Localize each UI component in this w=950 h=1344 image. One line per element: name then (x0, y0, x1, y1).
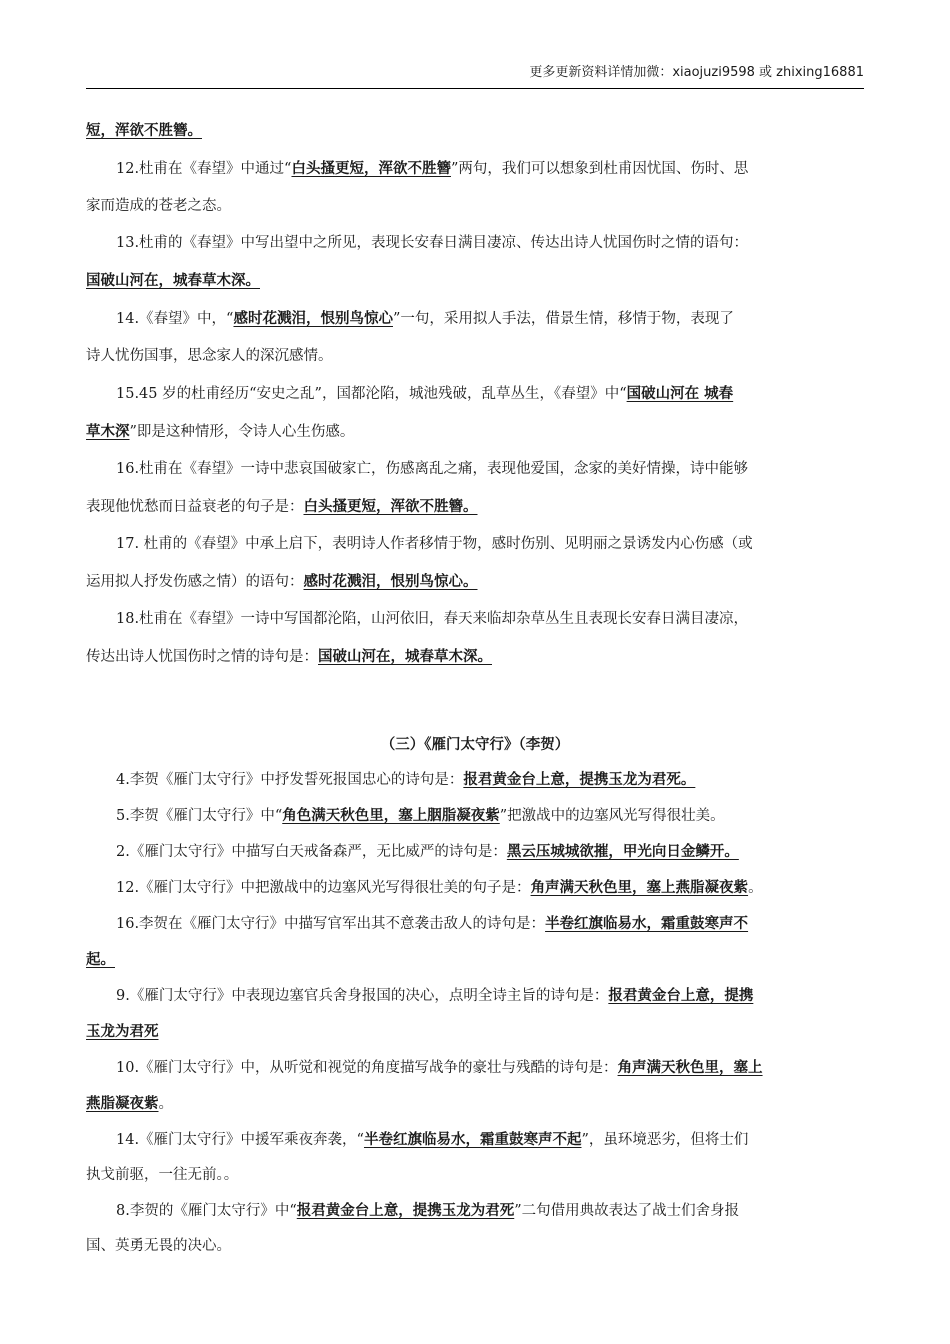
answer-text: 短，浑欲不胜簪。 (86, 122, 202, 139)
answer-text: 角色满天秋色里，塞上胭脂凝夜紫 (282, 807, 500, 824)
answer-text: 报君黄金台上意，提携玉龙为君死。 (463, 771, 696, 788)
question-5: 5.李贺《雁门太守行》中“角色满天秋色里，塞上胭脂凝夜紫”把激战中的边塞风光写得很壮美。 (116, 807, 725, 824)
text-line: 国、英勇无畏的决心。 (86, 1238, 231, 1254)
text-line (86, 942, 864, 978)
text-line: 运用拟人抒发伤感之情）的语句：感时花溅泪，恨别鸟惊心。 (86, 573, 478, 590)
question-13: 13.杜甫的《春望》中写出望中之所见，表现长安春日满目凄凉、传达出诗人忧国伤时之情的语句： (116, 235, 749, 251)
question-16b: 16.李贺在《雁门太守行》中描写官军出其不意袭击敌人的诗句是：半卷红旗临易水，霜重鼓寒声不 (116, 915, 749, 932)
question-18: 18.杜甫在《春望》一诗中写国都沦陷，山河依旧，春天来临却杂草丛生且表现长安春日满目凄凉， (116, 611, 749, 627)
answer-text: 国破山河在，城春草木深。 (86, 272, 260, 289)
answer-text: 角声满天秋色里，塞上 (617, 1059, 763, 1076)
question-4: 4.李贺《雁门太守行》中抒发誓死报国忠心的诗句是：报君黄金台上意，提携玉龙为君死。 (116, 771, 696, 788)
question-12: 12.杜甫在《春望》中通过“白头搔更短，浑欲不胜簪”两句，我们可以想象到杜甫因忧国、伤时、思 (116, 160, 749, 177)
text-line: 传达出诗人忧国伤时之情的诗句是：国破山河在，城春草木深。 (86, 648, 492, 665)
document-body (86, 112, 864, 1264)
question-10: 10.《雁门太守行》中，从听觉和视觉的角度描写战争的豪壮与残酷的诗句是：角声满天秋色里，塞上 (116, 1059, 763, 1076)
header-text: 更多更新资料详情加微：xiaojuzi9598 或 zhixing16881 (529, 65, 864, 80)
answer-text: 半卷红旗临易水，霜重鼓寒声不起 (363, 1131, 582, 1148)
answer-text: 角声满天秋色里，塞上燕脂凝夜紫 (530, 879, 749, 896)
text-line (86, 262, 864, 300)
question-14b: 14.《雁门太守行》中援军乘夜奔袭，“半卷红旗临易水，霜重鼓寒声不起”，虽环境恶劣，但将士们 (116, 1131, 749, 1148)
answer-text: 燕脂凝夜紫 (86, 1095, 159, 1112)
answer-text: 国破山河在，城春草木深。 (318, 648, 492, 665)
text-line: 草木深”即是这种情形，令诗人心生伤感。 (86, 423, 355, 440)
answer-text: 感时花溅泪，恨别鸟惊心。 (303, 573, 478, 590)
section-yanmen (86, 727, 864, 1264)
question-2: 2.《雁门太守行》中描写白天戒备森严，无比威严的诗句是：黑云压城城欲摧，甲光向日金鳞开。 (116, 843, 739, 860)
answer-text: 报君黄金台上意，提携玉龙为君死 (296, 1202, 515, 1219)
answer-text: 感时花溅泪，恨别鸟惊心 (233, 310, 393, 327)
answer-text: 半卷红旗临易水，霜重鼓寒声不 (545, 915, 749, 932)
question-17: 17. 杜甫的《春望》中承上启下，表明诗人作者移情于物，感时伤别、见明丽之景诱发内心伤感（或 (116, 536, 753, 552)
text-line (86, 112, 864, 150)
answer-text: 起。 (86, 951, 115, 968)
text-line: 燕脂凝夜紫。 (86, 1095, 173, 1112)
text-line: 家而造成的苍老之态。 (86, 198, 231, 214)
question-15: 15.45 岁的杜甫经历“安史之乱”，国都沦陷，城池残破，乱草丛生，《春望》中“国破山河在 城春 (116, 385, 734, 402)
question-12b: 12.《雁门太守行》中把激战中的边塞风光写得很壮美的句子是：角声满天秋色里，塞上燕脂凝夜紫。 (116, 879, 763, 896)
question-14: 14.《春望》中，“感时花溅泪，恨别鸟惊心”一句，采用拟人手法，借景生情，移情于物，表现了 (116, 310, 734, 327)
question-8: 8.李贺的《雁门太守行》中“报君黄金台上意，提携玉龙为君死”二句借用典故表达了战士们舍身报 (116, 1202, 740, 1219)
answer-text: 国破山河在 城春 (626, 385, 734, 402)
text-line: 执戈前驱，一往无前。。 (86, 1167, 239, 1183)
question-16: 16.杜甫在《春望》一诗中悲哀国破家亡，伤感离乱之痛，表现他爱国，念家的美好情操，诗中能够 (116, 461, 749, 477)
question-9: 9.《雁门太守行》中表现边塞官兵舍身报国的决心，点明全诗主旨的诗句是：报君黄金台上意，提携 (116, 987, 754, 1004)
answer-text: 黑云压城城欲摧，甲光向日金鳞开。 (506, 843, 739, 860)
text-line: 表现他忧愁而日益衰老的句子是：白头搔更短，浑欲不胜簪。 (86, 498, 478, 515)
text-line (86, 1014, 864, 1050)
text-line: 诗人忧伤国事，思念家人的深沉感情。 (86, 348, 333, 364)
answer-text: 白头搔更短，浑欲不胜簪。 (303, 498, 478, 515)
section-chunwang (86, 112, 864, 676)
answer-text: 白头搔更短，浑欲不胜簪 (291, 160, 451, 177)
answer-text: 玉龙为君死 (86, 1023, 159, 1040)
page-header (86, 62, 864, 89)
answer-text: 草木深 (86, 423, 130, 440)
answer-text: 报君黄金台上意，提携 (608, 987, 754, 1004)
section-title: （三）《雁门太守行》（李贺） (380, 736, 570, 753)
